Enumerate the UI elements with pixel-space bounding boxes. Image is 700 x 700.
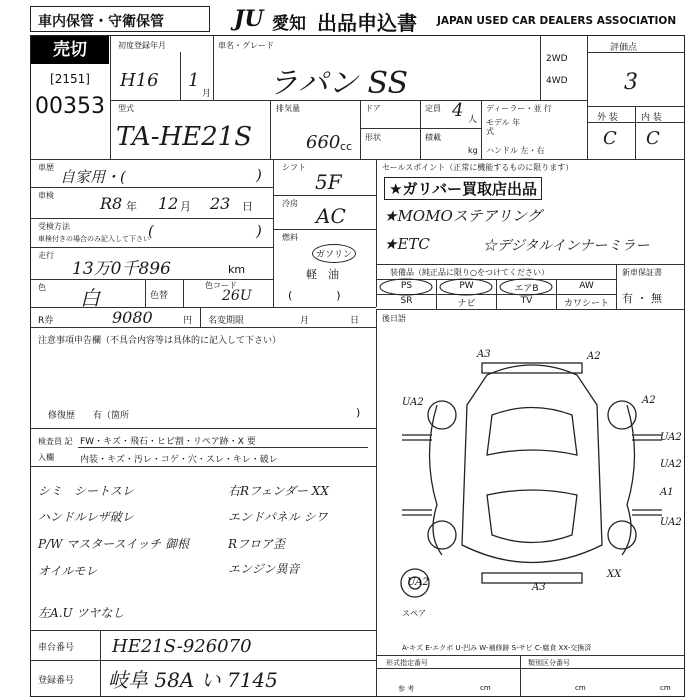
- shaken-day-unit: 日: [242, 200, 253, 213]
- model-value: TA-HE21S: [116, 122, 253, 152]
- displacement-value: 660: [306, 132, 341, 153]
- mark-xx-rr: XX: [607, 569, 622, 580]
- receipt-note: 車検付きの場合のみ記入して下さい: [38, 235, 150, 243]
- equip-sr: SR: [400, 296, 413, 306]
- mark-ua2-rl: UA2: [407, 577, 429, 588]
- remark-2: 右Rフェンダー XX: [228, 484, 329, 498]
- remark-1: シミ シートスレ: [38, 484, 134, 498]
- r-ken-value: 9080: [112, 308, 153, 327]
- capacity-value: 4: [452, 100, 464, 121]
- mark-ua2-r1: UA2: [660, 432, 682, 443]
- region-label: 愛知: [272, 14, 306, 34]
- ju-logo: JU: [234, 6, 264, 32]
- damage-legend: A-キズ E-エクボ U-凹み W-補修跡 S-サビ C-腐食 XX-交換済: [402, 644, 592, 652]
- 4wd-label: 4WD: [546, 76, 568, 86]
- aircon-label: 冷房: [282, 199, 298, 208]
- mileage-label: 走行: [38, 251, 54, 260]
- remark-9: 左A.U ツヤなし: [38, 606, 125, 620]
- receipt-close: ): [256, 222, 262, 240]
- mark-ua2-fl: UA2: [402, 397, 424, 408]
- type-no-label: 形式指定番号: [386, 659, 428, 667]
- chassis-label: 車台番号: [38, 643, 75, 653]
- remark-8: エンジン異音: [228, 562, 300, 576]
- color-code-label: 色コード: [205, 281, 237, 290]
- equip-airbag: エアB: [514, 284, 539, 294]
- exterior-value: C: [603, 128, 617, 149]
- capacity-unit: 人: [468, 115, 478, 125]
- equip-leather: カワシート: [563, 299, 609, 309]
- cc-label: cc: [340, 140, 353, 153]
- warranty-label: 新車保証書: [622, 268, 662, 277]
- first-reg-month: 1: [188, 70, 200, 91]
- mark-ua2-r3: UA2: [660, 517, 682, 528]
- name-change-label: 名変期限: [208, 316, 245, 326]
- fuel-diesel: 軽 油: [306, 268, 339, 281]
- equip-tv: TV: [520, 296, 533, 306]
- mileage-value: 13万0千896: [72, 259, 171, 279]
- shaken-label: 車検: [38, 191, 54, 200]
- receipt-open: (: [148, 222, 154, 240]
- km-label: km: [228, 263, 246, 276]
- later-label: 後日語: [382, 314, 406, 323]
- mark-a3-rear: A3: [532, 582, 546, 593]
- r-ken-label: R券: [38, 316, 54, 326]
- usage-close: ): [256, 166, 262, 184]
- equipment-label: 装備品（純正品に限り○をつけてください）: [390, 268, 549, 277]
- inspector-label: 検査員 記入欄: [38, 437, 73, 462]
- color-value: 白: [80, 286, 100, 310]
- interior-label: 内 装: [641, 113, 662, 123]
- storage-label: 車内保管・守衛保管: [38, 14, 164, 30]
- shaken-month-unit: 月: [180, 200, 191, 213]
- first-reg-era: H16: [120, 70, 159, 91]
- dealer-label: ディーラー・並 行: [486, 104, 552, 113]
- assoc-label: JAPAN USED CAR DEALERS ASSOCIATION: [437, 15, 677, 27]
- selling-point-4: ☆デジタルインナーミラー: [483, 238, 650, 254]
- displacement-label: 排気量: [276, 104, 300, 113]
- first-reg-month-unit: 月: [202, 89, 212, 99]
- equipment-circles: [376, 277, 616, 297]
- inspect-row-1: FW・キズ・飛石・ヒビ割・リペア跡・X 要: [80, 437, 256, 447]
- grade-label: 評価点: [610, 43, 638, 53]
- first-reg-label: 初度登録年月: [118, 41, 166, 50]
- shift-label: シフト: [282, 163, 306, 172]
- ref-label: 参 考: [398, 685, 415, 693]
- notes-label: 注意事項申告欄（不具合内容等は具体的に記入して下さい）: [38, 336, 282, 346]
- mark-a3-top: A3: [477, 349, 491, 360]
- cm-label-1: cm: [480, 684, 491, 692]
- color-label: 色: [38, 283, 46, 292]
- equip-aw: AW: [579, 281, 594, 291]
- equip-pw: PW: [459, 281, 474, 291]
- lot-small: [2151]: [50, 72, 90, 86]
- selling-label: セールスポイント（正常に機能するものに限ります）: [382, 163, 574, 172]
- chassis-value: HE21S-926070: [112, 636, 252, 657]
- name-change-day: 日: [350, 316, 360, 326]
- receipt-label: 受検方法: [38, 222, 70, 231]
- remark-7: オイルモレ: [38, 564, 98, 578]
- usage-label: 車歴: [38, 163, 54, 172]
- shaken-year-unit: 年: [126, 200, 137, 213]
- selling-point-3: ★ETC: [384, 235, 430, 253]
- model-label: 型式: [118, 104, 134, 113]
- 2wd-label: 2WD: [546, 54, 568, 64]
- model-year-label: モデル 年 式: [486, 118, 521, 136]
- interior-value: C: [646, 128, 660, 149]
- capacity-label: 定員: [425, 104, 441, 113]
- fuel-other: ( ): [288, 289, 341, 302]
- mark-a1-r: A1: [660, 487, 674, 498]
- remark-4: エンドパネル シワ: [228, 510, 328, 524]
- grade-value: 3: [624, 70, 638, 95]
- mark-a2-top: A2: [587, 351, 601, 362]
- shift-value: 5F: [315, 170, 342, 194]
- repair-label: 修復歴 有（箇所: [48, 411, 130, 421]
- handle-label: ハンドル 左・右: [486, 146, 545, 155]
- exterior-label: 外 装: [597, 113, 618, 123]
- car-name: ラパン SS: [268, 66, 409, 101]
- shaken-month: 12: [158, 194, 179, 213]
- inspect-row-2: 内装・キズ・汚レ・コゲ・穴・スレ・キレ・破レ: [80, 455, 278, 465]
- selling-point-2: ★MOMOステアリング: [384, 207, 542, 225]
- warranty-options: 有 ・ 無: [622, 292, 662, 305]
- shaken-year: R8: [100, 194, 123, 213]
- door-label: ドア: [365, 104, 381, 113]
- spare-label: スペア: [402, 609, 426, 618]
- doc-title: 出品申込書: [317, 11, 417, 35]
- class-no-label: 類別区分番号: [528, 659, 570, 667]
- remark-5: P/W マスタースイッチ 御根: [38, 537, 190, 551]
- yen-label: 円: [183, 316, 193, 326]
- cm-label-3: cm: [660, 684, 671, 692]
- color2-label: 色替: [150, 291, 169, 301]
- aircon-value: AC: [316, 204, 346, 228]
- equip-navi: ナビ: [457, 299, 476, 309]
- sold-badge: 売切: [31, 36, 109, 64]
- kg-label: kg: [468, 146, 478, 155]
- plate-label: 登録番号: [38, 676, 75, 686]
- car-condition-diagram: [382, 345, 682, 605]
- color-code-value: 26U: [222, 288, 252, 304]
- shape-label: 形状: [365, 133, 381, 142]
- repair-close: ): [356, 406, 361, 419]
- fuel-gasoline: ガソリン: [312, 244, 356, 263]
- mark-ua2-r2: UA2: [660, 459, 682, 470]
- plate-value: 岐阜 58A い 7145: [108, 668, 278, 692]
- name-change-month: 月: [300, 316, 310, 326]
- lot-number: 00353: [35, 94, 105, 119]
- shaken-day: 23: [210, 194, 231, 213]
- load-label: 積載: [425, 133, 441, 142]
- selling-point-1: ★ガリバー買取店出品: [384, 177, 542, 200]
- fuel-label: 燃料: [282, 233, 298, 242]
- equip-ps: PS: [400, 281, 413, 291]
- mark-a2-fr: A2: [642, 395, 656, 406]
- cm-label-2: cm: [575, 684, 586, 692]
- remark-3: ハンドルレザ破レ: [38, 510, 134, 524]
- remark-6: Rフロア歪: [228, 537, 286, 551]
- usage-value: 自家用・(: [60, 168, 126, 186]
- car-name-label: 車名・グレード: [218, 41, 274, 50]
